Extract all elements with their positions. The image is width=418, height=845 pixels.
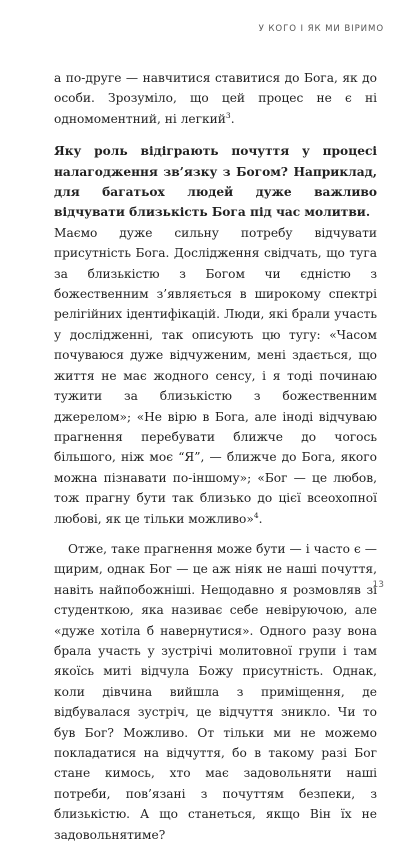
paragraph-text: а по-друге — навчитися ставитися до Бога, як до особи. Зрозуміло, що цей процес не є ні одномоментний, ні легкий bbox=[54, 71, 377, 126]
footnote-ref: 3 bbox=[225, 110, 231, 120]
page-body bbox=[54, 68, 377, 845]
paragraph-text: Маємо дуже сильну потребу відчувати присутність Бога. Дослідження свідчать, що туга за близькістю з Богом чи єдністю з божественним з’являється в широкому спектрі релігійних ідентифікацій. Люди, які брали участь у дослідженні, так описують цю тугу: «Часом почуваюся дуже відчуженим, мені здається, що життя не має жодного сенсу, і я тоді починаю тужити за близькістю з божественним джерелом»; «Не вірю в Бога, але іноді відчуваю прагнення перебувати ближче до чогось більшого, ніж моє “Я”, — ближче до Бога, якого можна пізнавати по-іншому»; «Бог — це любов, тож прагну бути так близько до цієї всеохопної любові, як це тільки можливо» bbox=[54, 225, 377, 526]
page-number: 13 bbox=[372, 580, 384, 590]
interview-question: Яку роль відіграють почуття у процесі налагодження зв’язку з Богом? Наприклад, для багатьох людей дуже важливо відчувати близькість Бога під час молитви. bbox=[54, 144, 377, 220]
paragraph-answer-2: Отже, таке прагнення може бути — і часто є — щирим, однак Бог — це аж ніяк не наші почуття, навіть найпобожніші. Нещодавно я розмовляв зі студенткою, яка називає себе невіруючою, але «дуже хотіла б навернутися». Одного разу вона брала участь у зустрічі молитовної групи і там якоїсь миті відчула Божу присутність. Однак, коли дівчина вийшла з приміщення, де відбувалася зустріч, це відчуття зникло. Чи то був Бог? Можливо. От тільки ми не можемо покладатися на відчуття, бо в такому разі Бог стане кимось, хто має задовольняти наші потреби, пов’язані з почуттям безпеки, з близькістю. А що станеться, якщо Він їх не задовольнятиме? bbox=[54, 541, 377, 842]
paragraph-continuation bbox=[54, 68, 377, 129]
footnote-ref: 4 bbox=[253, 510, 259, 520]
paragraph-answer bbox=[54, 223, 377, 529]
running-head: У КОГО І ЯК МИ ВІРИМО bbox=[258, 24, 384, 34]
paragraph-tail: . bbox=[230, 111, 235, 126]
paragraph-tail: . bbox=[258, 511, 263, 526]
